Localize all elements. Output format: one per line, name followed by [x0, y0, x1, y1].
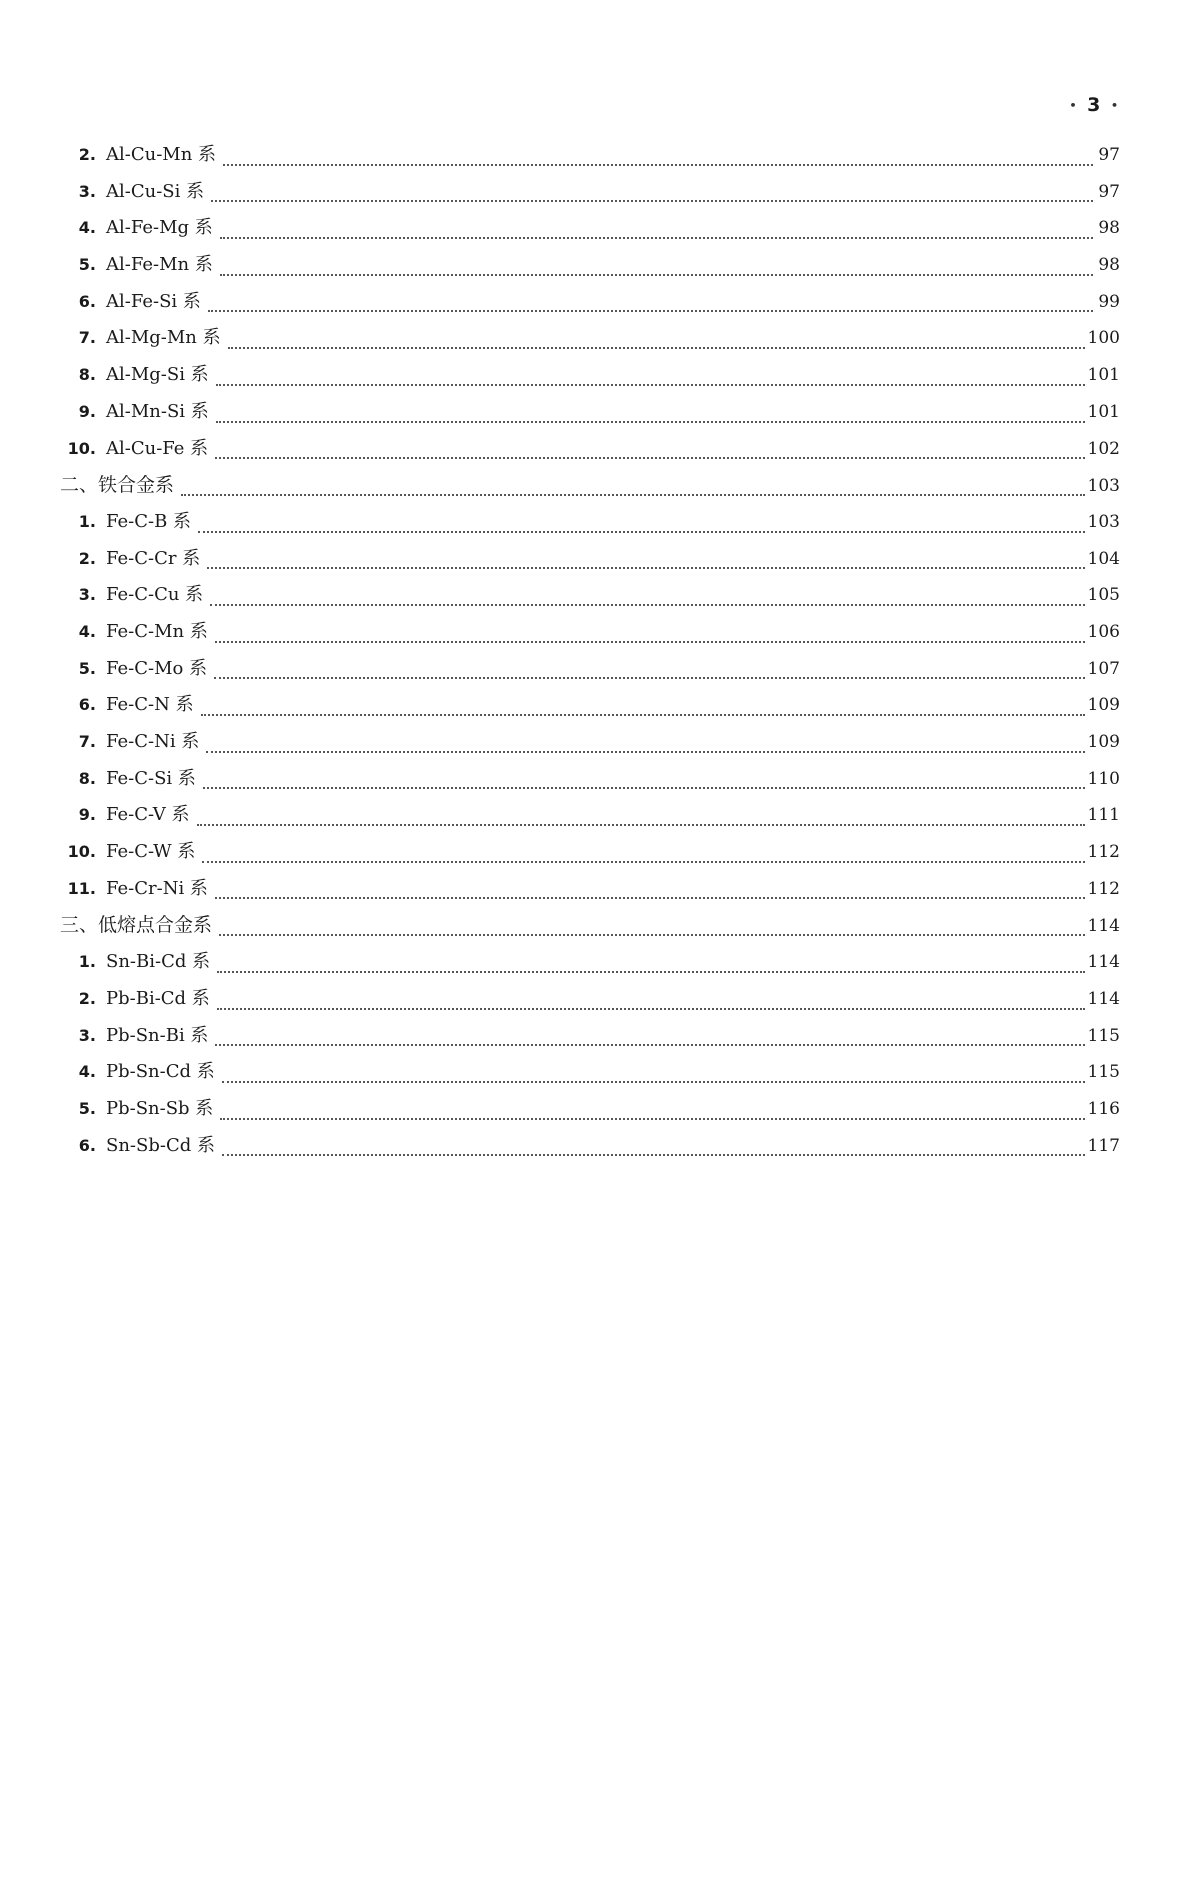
toc-entry-row[interactable]	[60, 727, 1120, 764]
toc-entry-title: Fe-C-Mn 系	[106, 620, 208, 642]
page-number	[1069, 94, 1120, 116]
toc-entry-number: 9.	[78, 401, 96, 421]
toc-entry-number: 5.	[78, 255, 96, 275]
toc-entry-number: 4.	[78, 621, 96, 641]
dot-leader	[223, 164, 1093, 166]
toc-entry-row[interactable]	[60, 654, 1120, 691]
toc-entry-number: 3.	[78, 585, 96, 605]
dot-leader	[217, 1008, 1085, 1010]
toc-page-number: 98	[1098, 255, 1120, 276]
toc-page-number: 100	[1087, 328, 1120, 349]
dot-leader	[210, 604, 1084, 606]
toc-page-number: 116	[1087, 1098, 1120, 1119]
toc-entry-number: 6.	[78, 695, 96, 715]
toc-entry-row[interactable]	[60, 250, 1120, 287]
toc-entry-title: Fe-C-Cr 系	[106, 547, 201, 569]
toc-entry-number: 5.	[78, 1098, 96, 1118]
toc-entry-number: 3.	[78, 181, 96, 201]
toc-entry-row[interactable]	[60, 984, 1120, 1021]
toc-entry-row[interactable]	[60, 1057, 1120, 1094]
toc-page-number: 99	[1098, 291, 1120, 312]
toc-entry-number: 10.	[67, 842, 96, 862]
toc-page-number: 115	[1087, 1025, 1120, 1046]
dot-leader	[220, 274, 1093, 276]
toc-entry-title: Fe-C-Si 系	[106, 767, 196, 789]
bullet-left: •	[1069, 99, 1079, 112]
toc-section-title: 二、铁合金系	[60, 474, 175, 497]
toc-section-title: 三、低熔点合金系	[60, 914, 213, 937]
toc-entry-number: 1.	[78, 511, 96, 531]
toc-entry-title: Al-Mn-Si 系	[106, 400, 209, 422]
toc-entry-title: Al-Fe-Si 系	[106, 290, 201, 312]
toc-entry-number: 2.	[78, 988, 96, 1008]
toc-entry-title: Fe-C-Cu 系	[106, 584, 204, 606]
dot-leader	[228, 347, 1085, 349]
toc-page-number: 115	[1087, 1062, 1120, 1083]
toc-page-number: 110	[1087, 768, 1120, 789]
toc-entry-title: Fe-C-B 系	[106, 510, 192, 532]
toc-entry-number: 8.	[78, 365, 96, 385]
toc-entry-title: Sn-Bi-Cd 系	[106, 951, 211, 973]
toc-entry-title: Al-Fe-Mn 系	[106, 254, 213, 276]
dot-leader	[215, 1044, 1084, 1046]
toc-entry-row[interactable]	[60, 397, 1120, 434]
toc-entry-row[interactable]	[60, 177, 1120, 214]
toc-entry-row[interactable]	[60, 874, 1120, 911]
toc-entry-row[interactable]	[60, 1131, 1120, 1168]
toc-entry-title: Sn-Sb-Cd 系	[106, 1134, 215, 1156]
toc-page-number: 107	[1087, 658, 1120, 679]
toc-entry-row[interactable]	[60, 213, 1120, 250]
toc-page-number: 112	[1087, 878, 1120, 899]
toc-page-number: 112	[1087, 842, 1120, 863]
toc-entry-number: 2.	[78, 145, 96, 164]
toc-entry-row[interactable]	[60, 690, 1120, 727]
dot-leader	[216, 421, 1085, 423]
toc-page-number: 117	[1087, 1135, 1120, 1156]
toc-page-number: 101	[1087, 365, 1120, 386]
dot-leader	[222, 1081, 1085, 1083]
toc-entry-number: 8.	[78, 768, 96, 788]
toc-entry-title: Fe-C-Mo 系	[106, 657, 208, 679]
toc-entry-row[interactable]	[60, 1094, 1120, 1131]
toc-entry-row[interactable]	[60, 323, 1120, 360]
toc-entry-number: 10.	[67, 438, 96, 458]
toc-entry-number: 4.	[78, 1062, 96, 1082]
dot-leader	[215, 457, 1084, 459]
toc-entry-row[interactable]	[60, 764, 1120, 801]
toc-entry-number: 7.	[78, 328, 96, 348]
toc-page-number: 101	[1087, 401, 1120, 422]
toc-entry-number: 2.	[78, 548, 96, 568]
toc-entry-title: Al-Cu-Si 系	[106, 180, 205, 202]
toc-entry-title: Fe-C-V 系	[106, 804, 190, 826]
bullet-right: •	[1110, 99, 1120, 112]
dot-leader	[219, 934, 1085, 936]
toc-entry-title: Fe-C-W 系	[106, 841, 196, 863]
toc-entry-title: Fe-C-N 系	[106, 694, 194, 716]
toc-entry-title: Al-Mg-Mn 系	[106, 327, 221, 349]
toc-entry-row[interactable]	[60, 800, 1120, 837]
toc-entry-title: Pb-Sn-Sb 系	[106, 1097, 214, 1119]
toc-entry-number: 7.	[78, 732, 96, 751]
dot-leader	[215, 897, 1085, 899]
toc-page-number: 103	[1087, 476, 1120, 497]
toc-entry-title: Fe-C-Ni 系	[106, 731, 200, 752]
toc-entry-number: 9.	[78, 805, 96, 825]
page-number-value: 3	[1087, 94, 1103, 116]
toc-page-number: 111	[1087, 805, 1120, 826]
toc-page-number: 97	[1098, 145, 1120, 165]
dot-leader	[220, 1118, 1084, 1120]
toc-page-number: 102	[1087, 438, 1120, 459]
toc-entry-title: Al-Mg-Si 系	[106, 364, 209, 386]
dot-leader	[222, 1154, 1085, 1156]
toc-entry-number: 11.	[67, 878, 96, 898]
toc-page-number: 114	[1087, 952, 1120, 973]
toc-entry-title: Pb-Sn-Bi 系	[106, 1024, 209, 1046]
toc-page-number: 114	[1087, 988, 1120, 1009]
toc-entry-number: 3.	[78, 1025, 96, 1045]
toc-page-number: 97	[1098, 181, 1120, 202]
dot-leader	[217, 971, 1084, 973]
toc-entry-title: Al-Fe-Mg 系	[106, 217, 213, 239]
toc-entry-number: 6.	[78, 291, 96, 311]
toc-entry-row[interactable]	[60, 360, 1120, 397]
toc-entry-row[interactable]	[60, 1021, 1120, 1058]
toc-entry-number: 4.	[78, 218, 96, 238]
dot-leader	[201, 714, 1085, 716]
toc-entry-row[interactable]	[60, 507, 1120, 544]
dot-leader	[220, 237, 1093, 239]
toc-page-number: 109	[1087, 695, 1120, 716]
toc-section-row[interactable]	[60, 910, 1120, 947]
toc-page-number: 104	[1087, 548, 1120, 569]
dot-leader	[202, 861, 1084, 863]
toc-entry-row[interactable]	[60, 434, 1120, 471]
toc-page-number: 109	[1087, 732, 1120, 752]
dot-leader	[214, 677, 1084, 679]
toc-entry-row[interactable]	[60, 617, 1120, 654]
toc-entry-row[interactable]	[60, 287, 1120, 324]
toc-entry-title: Fe-Cr-Ni 系	[106, 877, 208, 899]
dot-leader	[198, 531, 1085, 533]
dot-leader	[197, 824, 1085, 826]
toc-entry-row[interactable]	[60, 837, 1120, 874]
toc-page-number: 103	[1087, 511, 1120, 532]
dot-leader	[208, 310, 1093, 312]
toc-page-number: 98	[1098, 218, 1120, 239]
dot-leader	[206, 751, 1084, 753]
dot-leader	[215, 641, 1085, 643]
dot-leader	[211, 200, 1093, 202]
toc-entry-title: Pb-Sn-Cd 系	[106, 1061, 215, 1083]
table-of-contents	[60, 140, 1120, 1167]
dot-leader	[207, 567, 1084, 569]
toc-entry-number: 1.	[78, 952, 96, 972]
toc-section-row[interactable]	[60, 470, 1120, 507]
dot-leader	[181, 494, 1085, 496]
toc-page-number: 106	[1087, 621, 1120, 642]
dot-leader	[216, 384, 1085, 386]
toc-page-number: 105	[1087, 585, 1120, 606]
toc-entry-row[interactable]	[60, 544, 1120, 581]
dot-leader	[203, 787, 1085, 789]
toc-entry-title: Pb-Bi-Cd 系	[106, 987, 210, 1009]
toc-entry-number: 5.	[78, 658, 96, 678]
toc-entry-title: Al-Cu-Fe 系	[106, 437, 209, 459]
toc-page-number: 114	[1087, 916, 1120, 937]
toc-entry-row[interactable]	[60, 140, 1120, 177]
toc-entry-row[interactable]	[60, 947, 1120, 984]
toc-entry-row[interactable]	[60, 580, 1120, 617]
toc-entry-title: Al-Cu-Mn 系	[106, 144, 217, 165]
toc-entry-number: 6.	[78, 1135, 96, 1155]
